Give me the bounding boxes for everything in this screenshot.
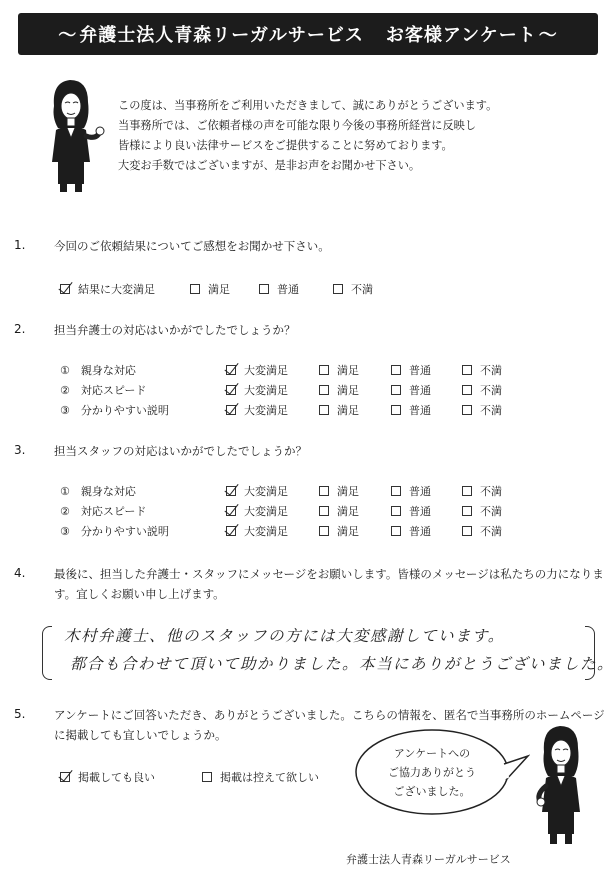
intro-line: 大変お手数ではございますが、是非お声をお聞かせ下さい。: [118, 159, 421, 172]
checkbox-checked-icon[interactable]: [226, 526, 236, 536]
q1-option[interactable]: 不満: [333, 281, 373, 297]
checkbox-icon[interactable]: [202, 772, 212, 782]
checkbox-icon[interactable]: [462, 365, 472, 375]
q2-item-label: ② 対応スピード: [60, 384, 147, 397]
q3-item-label: ① 親身な対応: [60, 485, 136, 498]
handwritten-message-line: 木村弁護士、他のスタッフの方には大変感謝しています。: [64, 627, 505, 645]
intro-line: この度は、当事務所をご利用いただきまして、誠にありがとうございます。: [118, 99, 498, 112]
q2-r1-option[interactable]: 大変満足: [226, 362, 288, 378]
q3-r1-option[interactable]: 普通: [391, 483, 431, 499]
checkbox-icon[interactable]: [190, 284, 200, 294]
q2-r2-option[interactable]: 大変満足: [226, 382, 288, 398]
q2-item-label: ③ 分かりやすい説明: [60, 404, 169, 417]
q5-option[interactable]: 掲載しても良い: [60, 769, 155, 785]
q3-r3-option[interactable]: 普通: [391, 523, 431, 539]
q1-text: 今回のご依頼結果についてご感想をお聞かせ下さい。: [54, 239, 330, 253]
q2-r1-option[interactable]: 普通: [391, 362, 431, 378]
title-dash-left: ～: [58, 25, 78, 46]
checkbox-icon[interactable]: [319, 365, 329, 375]
q3-r1-option[interactable]: 満足: [319, 483, 359, 499]
checkbox-icon[interactable]: [391, 385, 401, 395]
intro-line: 皆様により良い法律サービスをご提供することに努めております。: [118, 139, 453, 152]
survey-title: お客様アンケート: [385, 25, 537, 46]
q2-text: 担当弁護士の対応はいかがでしたでしょうか？: [54, 323, 296, 337]
q3-r1-option[interactable]: 大変満足: [226, 483, 288, 499]
footer-firm-name: 弁護士法人青森リーガルサービス: [346, 853, 511, 866]
checkbox-icon[interactable]: [333, 284, 343, 294]
q1-option[interactable]: 普通: [259, 281, 299, 297]
staff-illustration-top: [40, 76, 106, 194]
q2-r3-option[interactable]: 不満: [462, 402, 502, 418]
q1-option[interactable]: 満足: [190, 281, 230, 297]
message-bracket-left: [42, 626, 52, 680]
checkbox-icon[interactable]: [462, 486, 472, 496]
intro-paragraph: [118, 96, 497, 176]
checkbox-checked-icon[interactable]: [60, 284, 70, 294]
q3-item-label: ② 対応スピード: [60, 505, 147, 518]
q3-r2-option[interactable]: 普通: [391, 503, 431, 519]
q5-number: 5.: [14, 707, 26, 721]
q1-option[interactable]: 結果に大変満足: [60, 281, 155, 297]
checkbox-checked-icon[interactable]: [226, 365, 236, 375]
checkbox-icon[interactable]: [319, 506, 329, 516]
q3-r1-option[interactable]: 不満: [462, 483, 502, 499]
q5-option[interactable]: 掲載は控えて欲しい: [202, 769, 319, 785]
checkbox-icon[interactable]: [391, 405, 401, 415]
firm-name: 弁護士法人青森リーガルサービス: [79, 25, 364, 46]
q1-number: 1.: [14, 238, 26, 252]
checkbox-icon[interactable]: [462, 405, 472, 415]
q5-text: アンケートにご回答いただき、ありがとうございました。こちらの情報を、匿名で当事務所のホームページに掲載しても宜しいでしょうか。: [54, 708, 605, 742]
q3-r3-option[interactable]: 大変満足: [226, 523, 288, 539]
checkbox-icon[interactable]: [259, 284, 269, 294]
q2-r1-option[interactable]: 満足: [319, 362, 359, 378]
q3-number: 3.: [14, 443, 26, 457]
q2-r1-option[interactable]: 不満: [462, 362, 502, 378]
checkbox-icon[interactable]: [391, 486, 401, 496]
checkbox-icon[interactable]: [462, 526, 472, 536]
q3-r3-option[interactable]: 不満: [462, 523, 502, 539]
q2-r3-option[interactable]: 普通: [391, 402, 431, 418]
checkbox-icon[interactable]: [391, 526, 401, 536]
q2-item-label: ① 親身な対応: [60, 364, 136, 377]
q3-item-label: ③ 分かりやすい説明: [60, 525, 169, 538]
q3-r2-option[interactable]: 不満: [462, 503, 502, 519]
checkbox-checked-icon[interactable]: [60, 772, 70, 782]
q4-number: 4.: [14, 566, 26, 580]
checkbox-icon[interactable]: [391, 365, 401, 375]
intro-line: 当事務所では、ご依頼者様の声を可能な限り今後の事務所経営に反映し: [118, 119, 477, 132]
q2-r3-option[interactable]: 満足: [319, 402, 359, 418]
checkbox-icon[interactable]: [319, 405, 329, 415]
q2-r2-option[interactable]: 普通: [391, 382, 431, 398]
title-dash-right: ～: [538, 25, 558, 46]
q2-r2-option[interactable]: 満足: [319, 382, 359, 398]
checkbox-icon[interactable]: [462, 385, 472, 395]
checkbox-icon[interactable]: [319, 526, 329, 536]
q4-text: 最後に、担当した弁護士・スタッフにメッセージをお願いします。皆様のメッセージは私たちの力になります。宜しくお願い申し上げます。: [54, 567, 604, 601]
bubble-line: ございました。: [393, 785, 471, 798]
q3-text: 担当スタッフの対応はいかがでしたでしょうか？: [54, 444, 307, 458]
q2-r2-option[interactable]: 不満: [462, 382, 502, 398]
checkbox-checked-icon[interactable]: [226, 486, 236, 496]
q3-r3-option[interactable]: 満足: [319, 523, 359, 539]
survey-title-banner: [18, 13, 598, 55]
bubble-line: ご協力ありがとう: [388, 766, 476, 779]
q3-r2-option[interactable]: 満足: [319, 503, 359, 519]
staff-illustration-bottom: [530, 722, 596, 846]
checkbox-checked-icon[interactable]: [226, 506, 236, 516]
checkbox-icon[interactable]: [391, 506, 401, 516]
q3-r2-option[interactable]: 大変満足: [226, 503, 288, 519]
checkbox-icon[interactable]: [319, 486, 329, 496]
q2-number: 2.: [14, 322, 26, 336]
handwritten-message-line: 都合も合わせて頂いて助かりました。本当にありがとうございました。: [70, 655, 615, 673]
checkbox-checked-icon[interactable]: [226, 405, 236, 415]
checkbox-checked-icon[interactable]: [226, 385, 236, 395]
bubble-message: [372, 744, 492, 801]
checkbox-icon[interactable]: [462, 506, 472, 516]
checkbox-icon[interactable]: [319, 385, 329, 395]
bubble-line: アンケートへの: [393, 747, 471, 760]
q2-r3-option[interactable]: 大変満足: [226, 402, 288, 418]
